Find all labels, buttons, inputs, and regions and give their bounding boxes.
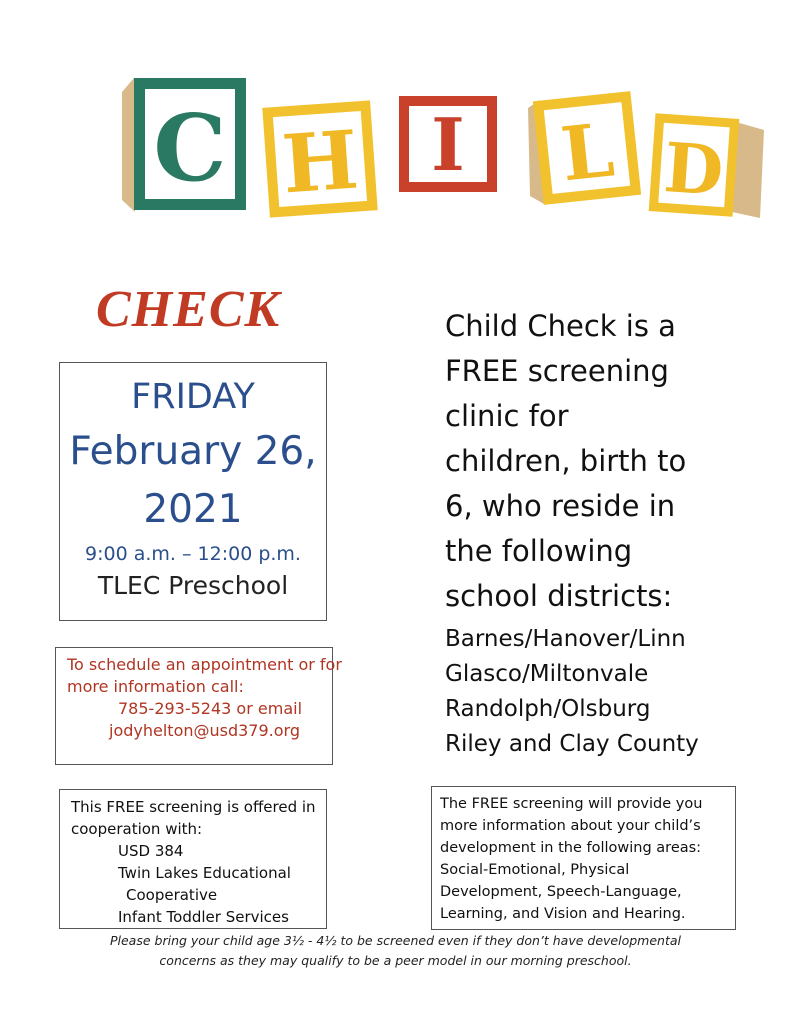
footer-note-line: Please bring your child age 3½ - 4½ to be screened even if they don’t have developmental [109, 933, 681, 948]
footer-note-line: concerns as they may qualify to be a peer model in our morning preschool. [159, 953, 632, 968]
cooperation-line: cooperation with: [71, 820, 203, 838]
intro-line: school districts: [445, 579, 673, 613]
district-item: Barnes/Hanover/Linn [445, 626, 686, 652]
screening-info-line: Social-Emotional, Physical [440, 862, 630, 878]
contact-email[interactable]: jodyhelton@usd379.org [109, 721, 300, 740]
event-day: FRIDAY [131, 377, 255, 417]
letter-block-i [399, 96, 497, 192]
cooperation-line: This FREE screening is offered in [71, 798, 316, 816]
event-date-box [59, 362, 327, 621]
block-letter-d: D [661, 128, 726, 212]
contact-phone: 785-293-5243 or email [118, 699, 303, 718]
event-location: TLEC Preschool [97, 571, 289, 600]
screening-info-line: The FREE screening will provide you [440, 796, 703, 812]
block-letter-l: L [557, 107, 618, 199]
district-item: Glasco/Miltonvale [445, 661, 649, 687]
intro-line: the following [445, 534, 633, 568]
child-letter-blocks [0, 0, 791, 240]
event-year: 2021 [143, 487, 243, 532]
block-letter-c: C [153, 94, 227, 202]
district-list [445, 622, 699, 762]
intro-line: FREE screening [445, 354, 669, 388]
letter-block-h [262, 100, 377, 217]
partner-item: Cooperative [126, 886, 218, 904]
screening-info-line: Learning, and Vision and Hearing. [440, 906, 686, 922]
screening-info-line: Development, Speech-Language, [440, 884, 682, 900]
cooperation-box [59, 789, 327, 929]
intro-text [445, 304, 686, 619]
contact-line: To schedule an appointment or for [67, 655, 342, 674]
partner-item: USD 384 [118, 842, 184, 860]
letter-block-c [122, 78, 246, 212]
intro-line: 6, who reside in [445, 489, 676, 523]
letter-block-l [528, 91, 641, 205]
contact-box [55, 647, 342, 765]
event-month-day: February 26, [69, 429, 317, 474]
screening-info-box [431, 786, 736, 930]
district-item: Randolph/Olsburg [445, 696, 651, 722]
contact-line: more information call: [67, 677, 244, 696]
letter-block-d [649, 113, 764, 218]
intro-line: clinic for [445, 399, 569, 433]
intro-line: children, birth to [445, 444, 687, 478]
event-time: 9:00 a.m. – 12:00 p.m. [85, 543, 301, 565]
district-item: Riley and Clay County [445, 731, 699, 757]
block-c-side [122, 78, 135, 212]
partner-item: Infant Toddler Services [118, 908, 289, 926]
block-letter-i: I [431, 102, 465, 187]
partner-item: Twin Lakes Educational [118, 864, 291, 882]
check-heading: CHECK [96, 281, 281, 338]
intro-line: Child Check is a [445, 309, 676, 343]
screening-info-line: more information about your child’s [440, 818, 701, 834]
screening-info-line: development in the following areas: [440, 840, 702, 856]
block-letter-h: H [279, 112, 362, 212]
